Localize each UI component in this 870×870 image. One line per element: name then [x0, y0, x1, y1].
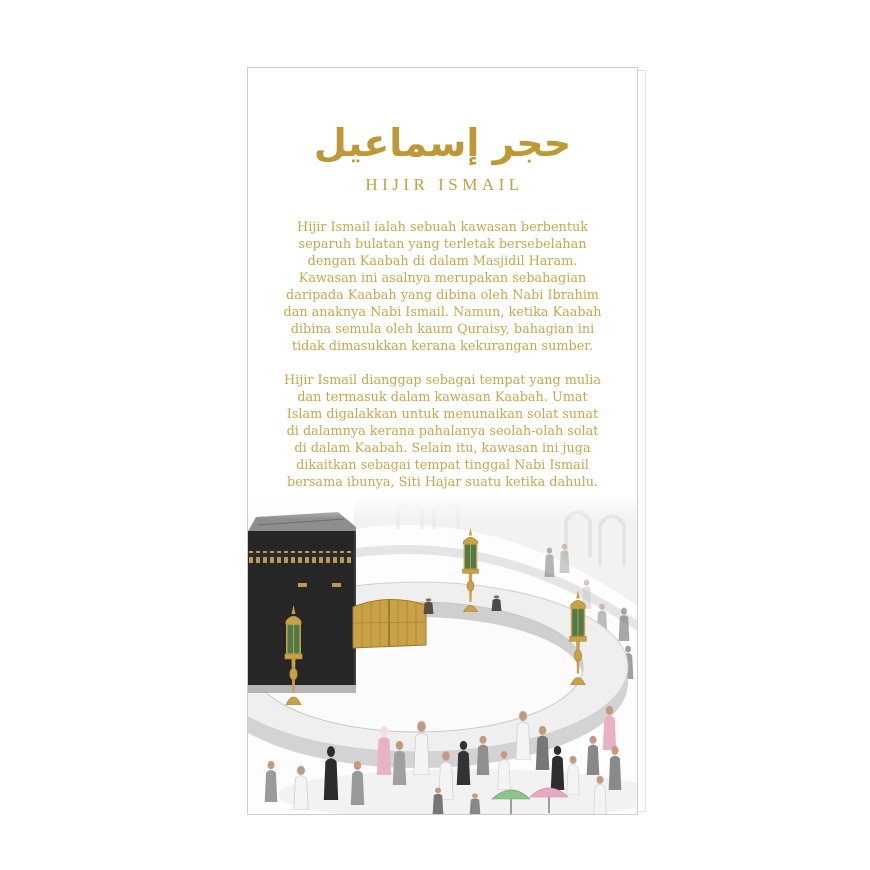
paragraph-line: tidak dimasukkan kerana kekurangan sumber. [291, 339, 594, 354]
page-title-arabic: حجر إسماعيل [313, 121, 572, 165]
paragraph-line: Islam digalakkan untuk menunaikan solat sunat [286, 407, 599, 422]
paragraph-line: daripada Kaabah yang dibina oleh Nabi Ibrahim [286, 288, 599, 303]
kaaba-gold-band [248, 551, 356, 563]
kaaba-illustration [248, 512, 356, 693]
leaflet-card [247, 67, 638, 815]
paragraph-line: di dalamnya kerana pahalanya seolah-olah solat [286, 424, 599, 439]
kaaba-base [248, 685, 356, 693]
paragraph-line: Kawasan ini asalnya merupakan sebahagian [298, 271, 587, 286]
gold-gate-icon [353, 599, 426, 648]
paragraph-line: dan termasuk dalam kawasan Kaabah. Umat [297, 390, 588, 405]
page-title-latin: HIJIR ISMAIL [365, 175, 524, 194]
paragraph-line: bersama ibunya, Siti Hajar suatu ketika dahulu. [286, 475, 599, 490]
paragraph-line: dibina semula oleh kaum Quraisy, bahagian ini [290, 322, 595, 337]
paragraph-line: dikaitkan sebagai tempat tinggal Nabi Ismail [296, 458, 589, 473]
significance-paragraph [248, 372, 637, 491]
kaaba-gold-detail [332, 583, 341, 587]
illustration-fade [248, 495, 638, 519]
paragraph-line: dan anaknya Nabi Ismail. Namun, ketika Kaabah [283, 305, 602, 320]
paragraph-line: separuh bulatan yang terletak bersebelahan [298, 237, 587, 252]
intro-paragraph [248, 219, 637, 355]
kaaba-gold-detail [298, 583, 307, 587]
paragraph-line: dengan Kaabah di dalam Masjidil Haram. [307, 254, 578, 269]
hijir-ismail-illustration [248, 495, 638, 815]
paragraph-line: Hijir Ismail ialah sebuah kawasan berbentuk [297, 220, 588, 235]
illustration-canvas [248, 495, 638, 815]
paragraph-line: di dalam Kaabah. Selain itu, kawasan ini juga [294, 441, 591, 456]
paragraph-line: Hijir Ismail dianggap sebagai tempat yang mulia [284, 373, 601, 388]
